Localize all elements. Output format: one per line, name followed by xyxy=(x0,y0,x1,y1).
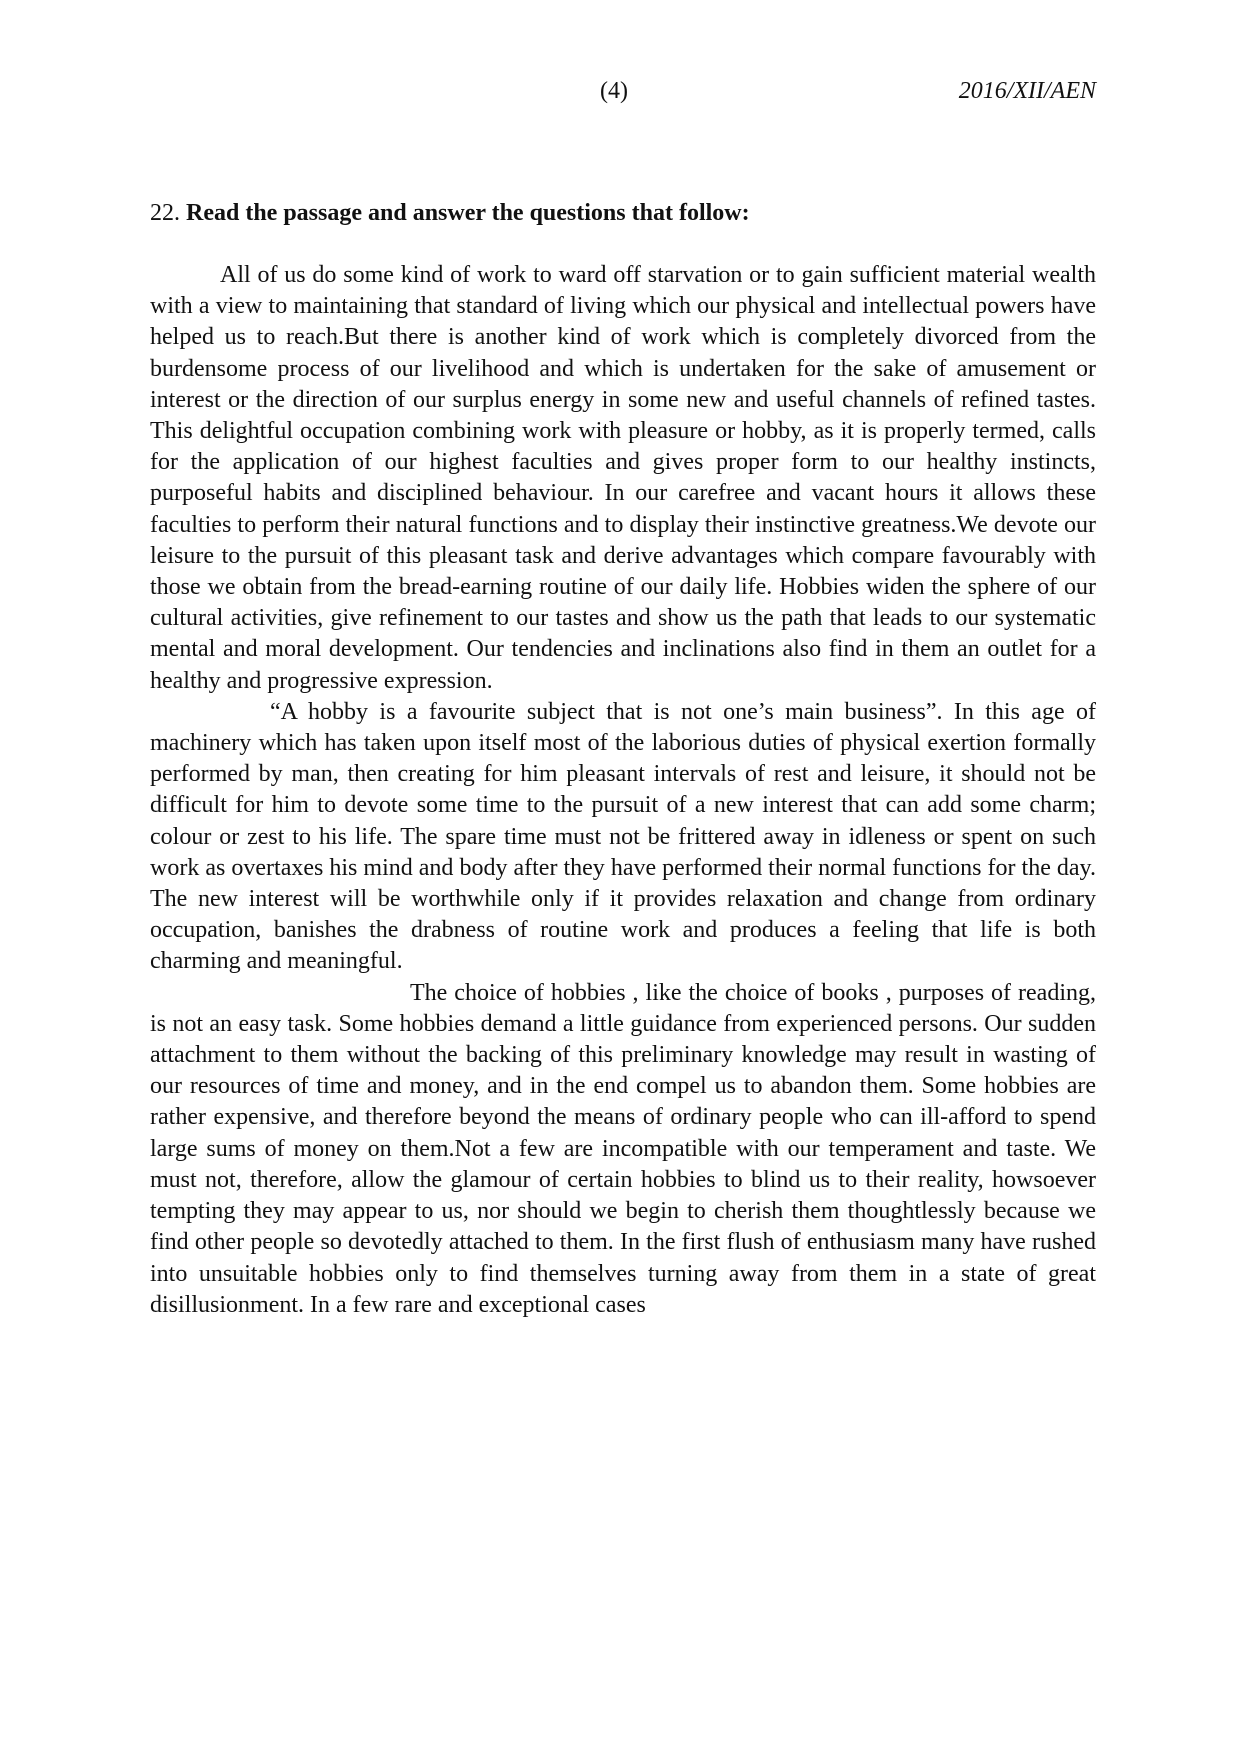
passage-paragraph-3: The choice of hobbies , like the choice of books , purposes of reading, is not an easy task. Some hobbies demand a little guidance from experienced persons. Our sudden attachment to them without the backing of this preliminary knowledge may result in wasting of our resources of time and money, and in the end compel us to abandon them. Some hobbies are rather expensive, and therefore beyond the means of ordinary people who can ill-afford to spend large sums of money on them.Not a few are incompatible with our temperament and taste. We must not, therefore, allow the glamour of certain hobbies to blind us to their reality, howsoever tempting they may appear to us, nor should we begin to cherish them thoughtlessly because we find other people so devotedly attached to them. In the first flush of enthusiasm many have rushed into unsuitable hobbies only to find themselves turning away from them in a state of great disillusionment. In a few rare and exceptional cases xyxy=(150,979,1096,1318)
passage-paragraph-2: “A hobby is a favourite subject that is not one’s main business”. In this age of machinery which has taken upon itself most of the laborious duties of physical exertion formally performed by man, then creating for him pleasant intervals of rest and leisure, it should not be difficult for him to devote some time to the pursuit of a new interest that can add some charm; colour or zest to his life. The spare time must not be frittered away in idleness or spent on such work as overtaxes his mind and body after they have performed their normal functions for the day. The new interest will be worthwhile only if it provides relaxation and change from ordinary occupation, banishes the drabness of routine work and produces a feeling that life is both charming and meaningful. xyxy=(150,698,1096,975)
question-number: 22. xyxy=(150,200,180,226)
passage-paragraph-1: All of us do some kind of work to ward off starvation or to gain sufficient material wealth with a view to maintaining that standard of living which our physical and intellectual powers have helped us to reach.But there is another kind of work which is completely divorced from the burdensome process of our livelihood and which is undertaken for the sake of amusement or interest or the direction of our surplus energy in some new and useful channels of refined tastes. This delightful occupation combining work with pleasure or hobby, as it is properly termed, calls for the application of our highest faculties and gives proper form to our healthy instincts, purposeful habits and disciplined behaviour. In our carefree and vacant hours it allows these faculties to perform their natural functions and to display their instinctive greatness.We devote our leisure to the pursuit of this pleasant task and derive advantages which compare favourably with those we obtain from the bread-earning routine of our daily life. Hobbies widen the sphere of our cultural activities, give refinement to our tastes and show us the path that leads to our systematic mental and moral development. Our tendencies and inclinations also find in them an outlet for a healthy and progressive expression. xyxy=(150,262,1096,694)
reading-passage xyxy=(150,260,1096,1321)
question-instruction: Read the passage and answer the questions that follow: xyxy=(186,200,750,226)
question-heading xyxy=(150,198,1096,228)
paper-code: 2016/XII/AEN xyxy=(958,78,1096,104)
page-number: (4) xyxy=(600,78,628,104)
